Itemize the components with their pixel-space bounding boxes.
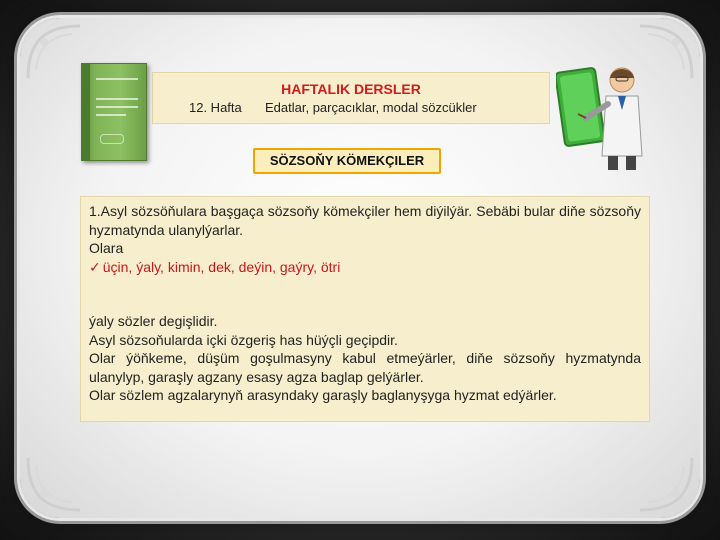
line-1: ýaly sözler degişlidir. (89, 313, 218, 329)
list-item (89, 258, 641, 277)
paragraph-4: Olar sözlem agzalarynyň arasyndaky garaşly baglanyşyga hyzmat edýärler. (89, 387, 557, 403)
line-2: Asyl sözsoňularda içki özgeriş has hüýçli geçipdir. (89, 331, 398, 348)
section-badge: SÖZSOŇY KÖMEKÇILER (253, 148, 441, 174)
checkmark-icon: ✓ (89, 258, 101, 275)
list-item-text: üçin, ýaly, kimin, dek, deýin, gaýry, ötri (102, 258, 341, 275)
book-icon (81, 63, 147, 161)
paragraph-3: Olar ýöňkeme, düşüm goşulmasyny kabul etmeýärler, diňe sözsoňy hyzmatynda ulanylyp, garaşly agzany esasy agza baglap gelýärler. (89, 350, 641, 385)
header-box (152, 72, 550, 124)
topic-label: Edatlar, parçacıklar, modal sözcükler (265, 100, 477, 115)
week-label: 12. Hafta (189, 100, 242, 115)
corner-ornament-icon (636, 454, 696, 514)
header-title: HAFTALIK DERSLER (281, 81, 421, 97)
paragraph-1: 1.Asyl sözsöňulara başgaça sözsoňy kömekçiler hem diýilýär. Sebäbi bular diňe sözsoňy hyzmatynda ulanylýarlar. (89, 203, 641, 238)
teacher-pointer-icon (556, 60, 646, 172)
corner-ornament-icon (24, 454, 84, 514)
content-box (80, 196, 650, 422)
olara-label: Olara (89, 240, 124, 256)
corner-ornament-icon (24, 22, 84, 82)
